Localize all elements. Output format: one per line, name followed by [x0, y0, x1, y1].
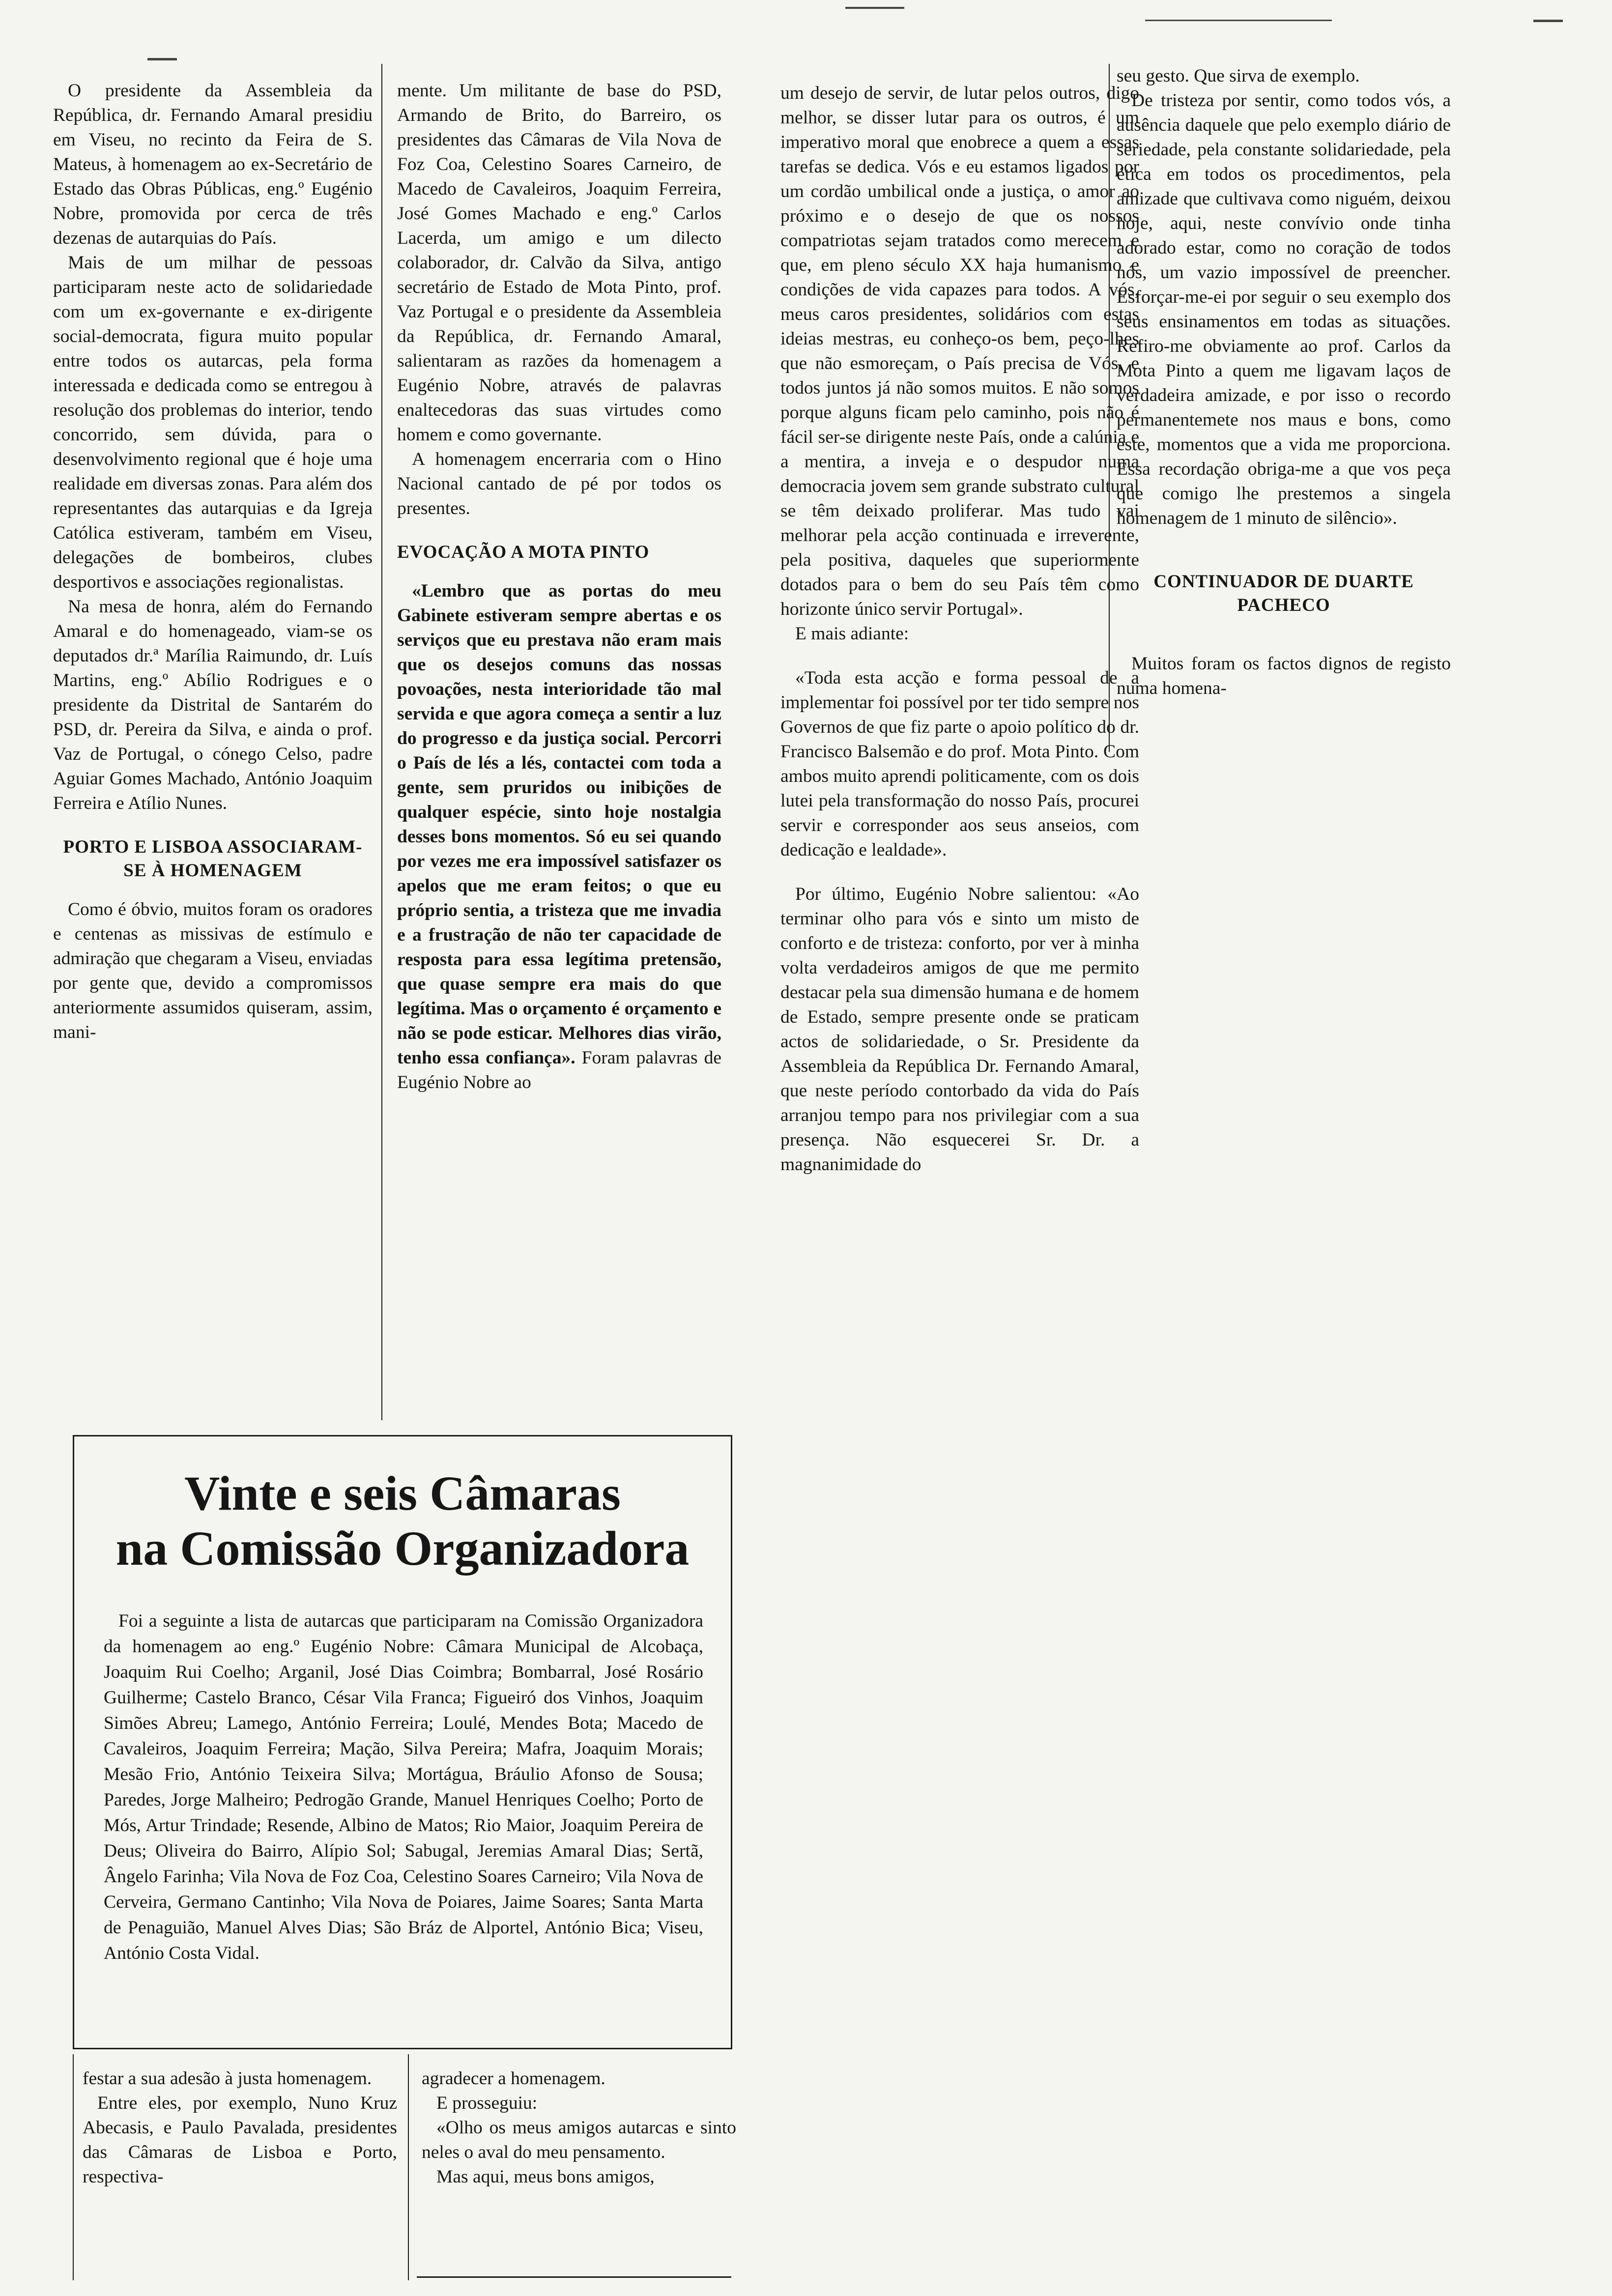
paragraph: Muitos foram os factos dignos de registo numa homena-	[1117, 654, 1451, 698]
column-rule	[408, 2054, 409, 2280]
paragraph: Mais de um milhar de pessoas participaram neste acto de solidariedade com um ex-governante e ex-dirigente social-democrata, figura muito popular entre todos os autarcas, pela forma interessada e dedicada como se entregou à resolução dos problemas do interior, tendo concorrido, sem dúvida, para o desenvolvimento regional que é hoje uma realidade em diversas zonas. Para além dos representantes das autarquias e da Igreja Católica estiveram, também em Viseu, delegações de bombeiros, clubes desportivos e associações regionalistas.	[53, 253, 373, 592]
column-rule	[73, 2054, 74, 2280]
article-column-5	[83, 2066, 397, 2189]
paragraph: «Olho os meus amigos autarcas e sinto neles o aval do meu pensamento.	[422, 2118, 736, 2162]
scan-speck	[147, 58, 177, 60]
paragraph: agradecer a homenagem.	[422, 2068, 605, 2089]
article-column-6	[422, 2066, 736, 2189]
scan-speck	[1533, 20, 1563, 22]
article-column-1	[53, 79, 373, 1045]
paragraph: Entre eles, por exemplo, Nuno Kruz Abecasis, e Paulo Pavalada, presidentes das Câmaras de Lisboa e Porto, respectiva-	[83, 2093, 397, 2187]
box-title	[74, 1466, 731, 1576]
paragraph: seu gesto. Que sirva de exemplo.	[1117, 66, 1360, 86]
box-paragraph: Foi a seguinte a lista de autarcas que participaram na Comissão Organizadora da homenagem ao eng.º Eugénio Nobre: Câmara Municipal de Alcobaça, Joaquim Rui Coelho; Arganil, José Dias Coimbra; Bombarral, José Rosário Guilherme; Castelo Branco, César Vila Franca; Figueiró dos Vinhos, Joaquim Simões Abreu; Lamego, António Ferreira; Loulé, Mendes Bota; Macedo de Cavaleiros, Joaquim Ferreira; Mação, Silva Pereira; Mafra, Joaquim Morais; Mesão Frio, António Teixeira Silva; Mortágua, Bráulio Afonso de Sousa; Paredes, Jorge Malheiro; Pedrogão Grande, Manuel Henriques Coelho; Porto de Mós, Artur Trindade; Resende, Albino de Matos; Rio Maior, Joaquim Pereira de Deus; Oliveira do Bairro, Alípio Sol; Sabugal, Jeremias Amaral Dias; Sertã, Ângelo Farinha; Vila Nova de Foz Coa, Celestino Soares Carneiro; Vila Nova de Cerveira, Germano Cantinho; Vila Nova de Poiares, Jaime Soares; Santa Marta de Penaguião, Manuel Alves Dias; São Bráz de Alportel, António Bica; Viseu, António Costa Vidal.	[104, 1611, 703, 1963]
scan-speck	[845, 7, 904, 9]
quote-paragraph	[397, 579, 721, 1095]
article-column-2	[397, 79, 721, 1095]
paragraph: De tristeza por sentir, como todos vós, a ausência daquele que pelo exemplo diário de seriedade, pela constante solidariedade, pela ética em todos os procedimentos, pela amizade que cultivava como niguém, deixou hoje, aqui, neste convívio onde tinha adorado estar, como no coração de todos nós, um vazio impossível de preencher. Esforçar-me-ei por seguir o seu exemplo dos seus ensinamentos em todas as situações. Refiro-me obviamente ao prof. Carlos da Mota Pinto a quem me ligavam laços de verdadeira amizade, e por isso o recordo permanentemete nos maus e bons, como este, momentos que a vida me proporciona. Essa recordação obriga-me a que vos peça que comigo lhe prestemos a singela homenagem de 1 minuto de silêncio».	[1117, 90, 1451, 528]
paragraph: Por último, Eugénio Nobre salientou: «Ao terminar olho para vós e sinto um misto de conforto e de tristeza: conforto, por ver à minha volta verdadeiros amigos de que me permito destacar pela sua dimensão humana e de homem de Estado, sempre presente onde se praticam actos de solidariedade, o Sr. Presidente da Assembleia da República Dr. Fernando Amaral, que neste período contorbado da vida do País arranjou tempo para nos privilegiar com a sua presença. Não esquecerei Sr. Dr. a magnanimidade do	[780, 884, 1139, 1175]
sidebar-box	[73, 1435, 732, 2049]
paragraph: mente. Um militante de base do PSD, Armando de Brito, do Barreiro, os presidentes das Câmaras de Vila Nova de Foz Coa, Celestino Soares Carneiro, de Macedo de Cavaleiros, Joaquim Ferreira, José Gomes Machado e eng.º Carlos Lacerda, um amigo e um dilecto colaborador, dr. Calvão da Silva, antigo secretário de Estado de Mota Pinto, prof. Vaz Portugal e o presidente da Assembleia da República, dr. Fernando Amaral, salientaram as razões da homenagem a Eugénio Nobre, através de palavras enaltecedoras das suas virtudes como homem e como governante.	[397, 81, 721, 445]
paragraph: A homenagem encerraria com o Hino Nacional cantado de pé por todos os presentes.	[397, 449, 721, 518]
paragraph: Como é óbvio, muitos foram os oradores e centenas as missivas de estímulo e admiração que chegaram a Viseu, enviadas por gente que, devido a compromissos anteriormente assumidos quiseram, assim, mani-	[53, 899, 373, 1042]
paragraph: Mas aqui, meus bons amigos,	[436, 2167, 655, 2187]
paragraph: um desejo de servir, de lutar pelos outros, digo melhor, se disser lutar para os outros, é um imperativo moral que enobrece a quem a essas tarefas se dedica. Vós e eu estamos ligados por um cordão umbilical onde a justiça, o amor ao próximo e o desejo de que os nossos compatriotas sejam tratados como merecem e que, em pleno século XX haja humanismo e condições de vida capazes para todos. A vós, meus caros presidentes, solidários com estas ideias mestras, eu conheço-os bem, peço-lhes que não esmoreçam, o País precisa de Vós, e todos juntos já não somos muitos. E não somos porque alguns ficam pelo caminho, pois não é fácil ser-se dirigente neste País, onde a calúnia e a mentira, a inveja e o despudor numa democracia jovem sem grande substrato cultural se têm deixado proliferar. Mas tudo vai melhorar pela acção continuada e irreverente, pela positiva, daqueles que superiormente dotados para o bem do seu País têm como horizonte único servir Portugal».	[780, 83, 1139, 619]
paragraph: «Toda esta acção e forma pessoal de a implementar foi possível por ter tido sempre nos Governos de que fiz parte o apoio político do dr. Francisco Balsemão e do prof. Mota Pinto. Com ambos muito aprendi politicamente, com os dois lutei pela transformação do nosso País, procurei servir e corresponder aos seus anseios, com dedicação e lealdade».	[780, 668, 1139, 860]
quote-text: «Lembro que as portas do meu Gabinete estiveram sempre abertas e os serviços que eu prestava não eram mais que os desejos comuns das nossas povoações, nesta interioridade tão mal servida e que agora começa a sentir a luz do progresso e da justiça social. Percorri o País de lés a lés, contactei com toda a gente, sem pruridos ou inibições de qualquer espécie, sinto hoje nostalgia desses bons momentos. Só eu sei quando por vezes me era impossível satisfazer os apelos que me eram feitos; o que eu próprio sentia, a tristeza que me invadia e a frustração de não ter capacidade de resposta para essa legítima pretensão, que quase sempre era mais do que legítima. Mas o orçamento é orçamento e não se pode esticar. Melhores dias virão, tenho essa confiança».	[397, 581, 721, 1068]
scan-speck	[1145, 20, 1332, 21]
article-column-4	[1117, 64, 1451, 701]
article-column-3	[780, 81, 1139, 1177]
box-title-line: Vinte e seis Câmaras	[184, 1466, 621, 1521]
paragraph: E mais adiante:	[795, 624, 909, 644]
paragraph: festar a sua adesão à justa homenagem.	[83, 2068, 372, 2089]
section-heading: CONTINUADOR DE DUARTE PACHECO	[1153, 572, 1414, 615]
box-title-line: na Comissão Organizadora	[115, 1521, 690, 1576]
paragraph: E prosseguiu:	[436, 2093, 538, 2113]
column-rule	[381, 64, 382, 1420]
bottom-rule	[417, 2276, 731, 2278]
box-body	[104, 1608, 703, 1966]
section-heading: PORTO E LISBOA ASSOCIARAM-SE À HOMENAGEM	[63, 837, 363, 881]
paragraph: Na mesa de honra, além do Fernando Amaral e do homenageado, viam-se os deputados dr.ª Marília Raimundo, dr. Luís Martins, eng.º Abílio Rodrigues e o presidente da Distrital de Santarém do PSD, dr. Pereira da Silva, e ainda o prof. Vaz de Portugal, o cónego Celso, padre Aguiar Gomes Machado, António Joaquim Ferreira e Atílio Nunes.	[53, 597, 373, 813]
paragraph: O presidente da Assembleia da República, dr. Fernando Amaral presidiu em Viseu, no recinto da Feira de S. Mateus, à homenagem ao ex-Secretário de Estado das Obras Públicas, eng.º Eugénio Nobre, promovida por cerca de três dezenas de autarquias do País.	[53, 81, 373, 248]
quote-attribution: Foram palavras de Eugénio Nobre ao	[397, 1048, 721, 1092]
section-heading: EVOCAÇÃO A MOTA PINTO	[397, 542, 650, 562]
